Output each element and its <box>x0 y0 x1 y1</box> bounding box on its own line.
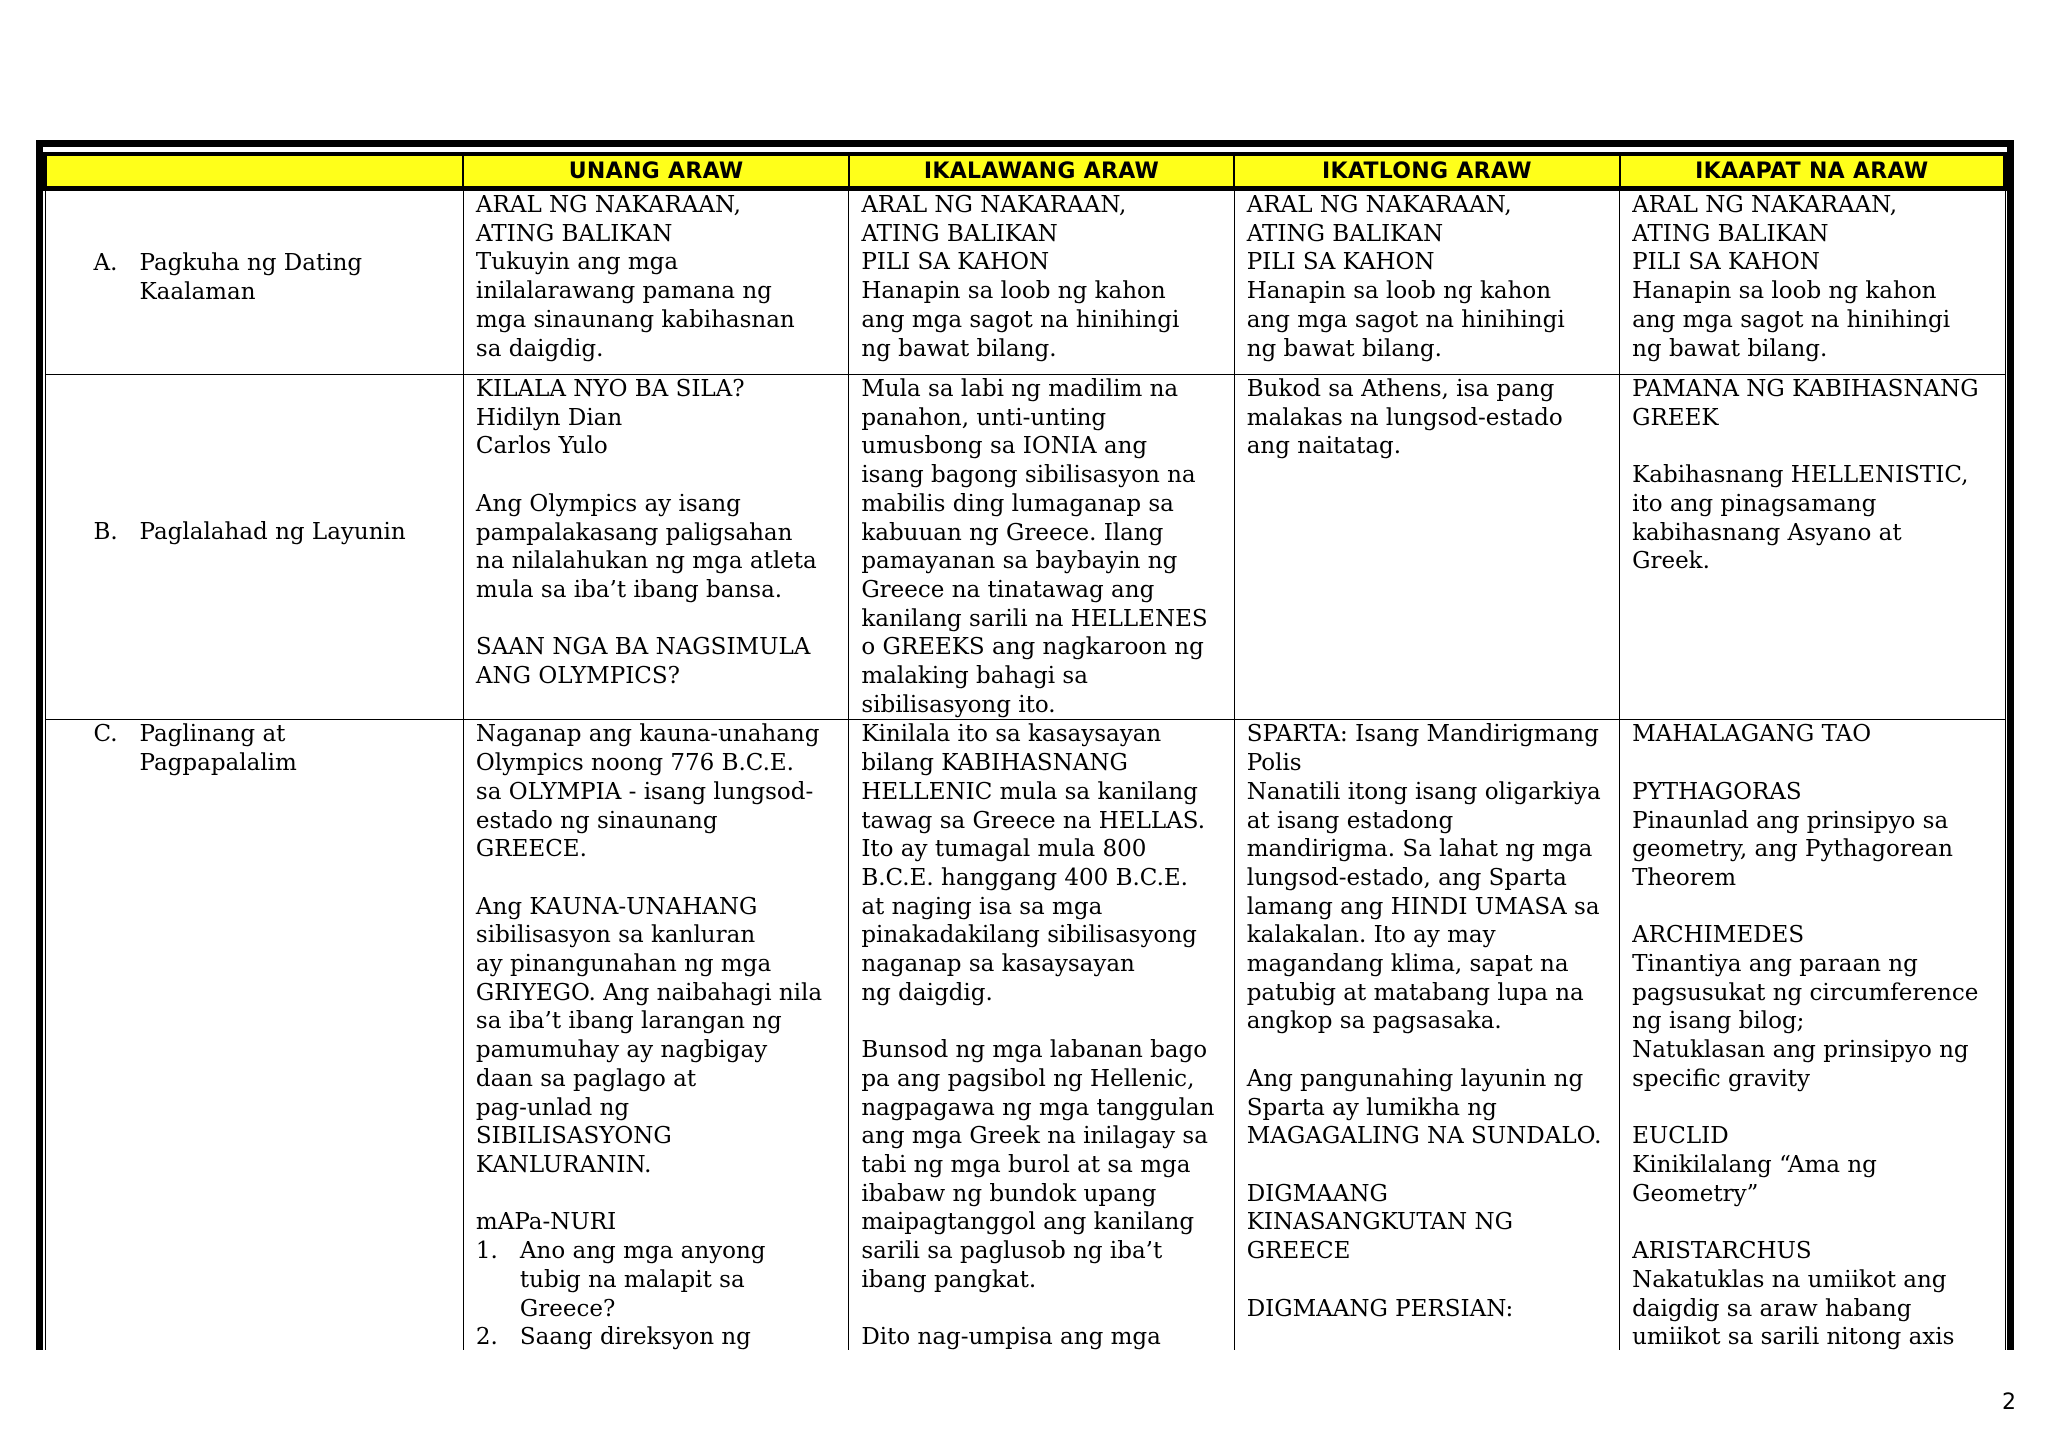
section-label <box>58 720 453 777</box>
question-list <box>476 1237 838 1350</box>
header-day-4: IKAAPAT NA ARAW <box>1620 154 2005 189</box>
list-item <box>476 1237 838 1323</box>
header-day-3: IKATLONG ARAW <box>1234 154 1619 189</box>
cell-text: ARAL NG NAKARAAN, ATING BALIKAN PILI SA KAHON Hanapin sa loob ng kahon ang mga sagot na hinihingi ng bawat bilang. <box>1246 192 1565 362</box>
header-day-2: IKALAWANG ARAW <box>849 154 1234 189</box>
table-cell <box>849 375 1234 720</box>
header-row <box>45 154 2005 189</box>
cell-text: KILALA NYO BA SILA? Hidilyn Dian Carlos Yulo Ang Olympics ay isang pampalakasang paligsahan na nilalahukan ng mga atleta mula sa iba’t ibang bansa. SAAN NGA BA NAGSIMULA ANG OLYMPICS? <box>475 376 817 690</box>
table-cell <box>463 720 848 1350</box>
header-day-1: UNANG ARAW <box>463 154 848 189</box>
table-cell <box>1620 720 2005 1350</box>
question-number: 2. <box>475 1324 498 1350</box>
header-blank <box>45 154 463 189</box>
table-row <box>45 720 2005 1350</box>
cell-text: PAMANA NG KABIHASNANG GREEK Kabihasnang HELLENISTIC, ito ang pinagsamang kabihasnang Asyano at Greek. <box>1632 376 1979 575</box>
table-cell <box>1234 375 1619 720</box>
section-title: Paglinang at Pagpapalalim <box>139 721 297 777</box>
table-cell <box>849 720 1234 1350</box>
row-label-cell <box>45 720 463 1350</box>
row-label-cell <box>45 189 463 375</box>
cell-text: Mula sa labi ng madilim na panahon, unti-unting umusbong sa IONIA ang isang bagong sibilisasyon na mabilis ding lumaganap sa kabuuan ng Greece. Ilang pamayanan sa baybayin ng Greece na tinatawag ang kanilang sarili na HELLENES o GREEKS ang nagkaroon ng malaking bahagi sa sibilisasyong ito. <box>861 376 1208 718</box>
table-row <box>45 189 2005 375</box>
cell-text: Naganap ang kauna-unahang Olympics noong 776 B.C.E. sa OLYMPIA - isang lungsod- estado ng sinaunang GREECE. Ang KAUNA-UNAHANG sibilisasyon sa kanluran ay pinangunahan ng mga GRIYEGO. Ang naibahagi nila sa iba’t ibang larangan ng pamumuhay ay nagbigay daan sa paglago at pag-unlad ng SIBILISASYONG KANLURANIN. mAPa-NURI <box>475 721 823 1236</box>
table-cell <box>849 189 1234 375</box>
table-cell <box>1234 189 1619 375</box>
section-letter: B. <box>93 519 118 545</box>
lesson-plan-table <box>43 152 2007 1350</box>
table-cell <box>1234 720 1619 1350</box>
question-text: Saang direksyon ng <box>519 1324 751 1350</box>
page-number: 2 <box>2002 1390 2016 1415</box>
section-letter: C. <box>93 721 118 748</box>
lesson-plan-frame <box>36 140 2014 1350</box>
section-title: Paglalahad ng Layunin <box>139 519 406 545</box>
table-cell <box>1620 189 2005 375</box>
row-label-cell <box>45 375 463 720</box>
cell-text: ARAL NG NAKARAAN, ATING BALIKAN Tukuyin ang mga inilalarawang pamana ng mga sinaunang kabihasnan sa daigdig. <box>475 192 795 362</box>
cell-text: ARAL NG NAKARAAN, ATING BALIKAN PILI SA KAHON Hanapin sa loob ng kahon ang mga sagot na hinihingi ng bawat bilang. <box>861 192 1180 362</box>
section-label <box>58 375 453 547</box>
section-label <box>58 191 453 306</box>
section-title: Pagkuha ng Dating Kaalaman <box>139 250 363 305</box>
cell-text: Bukod sa Athens, isa pang malakas na lungsod-estado ang naitatag. <box>1246 376 1563 460</box>
cell-text: SPARTA: Isang Mandirigmang Polis Nanatili itong isang oligarkiya at isang estadong mandirigma. Sa lahat ng mga lungsod-estado, ang Sparta lamang ang HINDI UMASA sa kalakalan. Ito ay may magandang klima, sapat na patubig at matabang lupa na angkop sa pagsasaka. Ang pangunahing layunin ng Sparta ay lumikha ng MAGAGALING NA SUNDALO. DIGMAANG KINASANGKUTAN NG GREECE DIGMAANG PERSIAN: <box>1246 721 1602 1322</box>
section-letter: A. <box>93 250 118 276</box>
table-cell <box>463 189 848 375</box>
question-text: Ano ang mga anyong tubig na malapit sa Greece? <box>519 1238 766 1322</box>
cell-text: ARAL NG NAKARAAN, ATING BALIKAN PILI SA KAHON Hanapin sa loob ng kahon ang mga sagot na hinihingi ng bawat bilang. <box>1632 192 1951 362</box>
table-row <box>45 375 2005 720</box>
cell-text: Kinilala ito sa kasaysayan bilang KABIHASNANG HELLENIC mula sa kanilang tawag sa Greece na HELLAS. Ito ay tumagal mula 800 B.C.E. hanggang 400 B.C.E. at naging isa sa mga pinakadakilang sibilisasyong naganap sa kasaysayan ng daigdig. Bunsod ng mga labanan bago pa ang pagsibol ng Hellenic, nagpagawa ng mga tanggulan ang mga Greek na inilagay sa tabi ng mga burol at sa mga ibabaw ng bundok upang maipagtanggol ang kanilang sarili sa paglusob ng iba’t ibang pangkat. Dito nag-umpisa ang mga <box>861 721 1215 1350</box>
list-item <box>476 1323 838 1350</box>
cell-text: MAHALAGANG TAO PYTHAGORAS Pinaunlad ang prinsipyo sa geometry, ang Pythagorean Theorem ARCHIMEDES Tinantiya ang paraan ng pagsusukat ng circumference ng isang bilog; Natuklasan ang prinsipyo ng specific gravity EUCLID Kinikilalang “Ama ng Geometry” ARISTARCHUS Nakatuklas na umiikot ang daigdig sa araw habang umiikot sa sarili nitong axis <box>1632 721 1979 1350</box>
question-number: 1. <box>475 1238 498 1265</box>
table-cell <box>463 375 848 720</box>
table-cell <box>1620 375 2005 720</box>
